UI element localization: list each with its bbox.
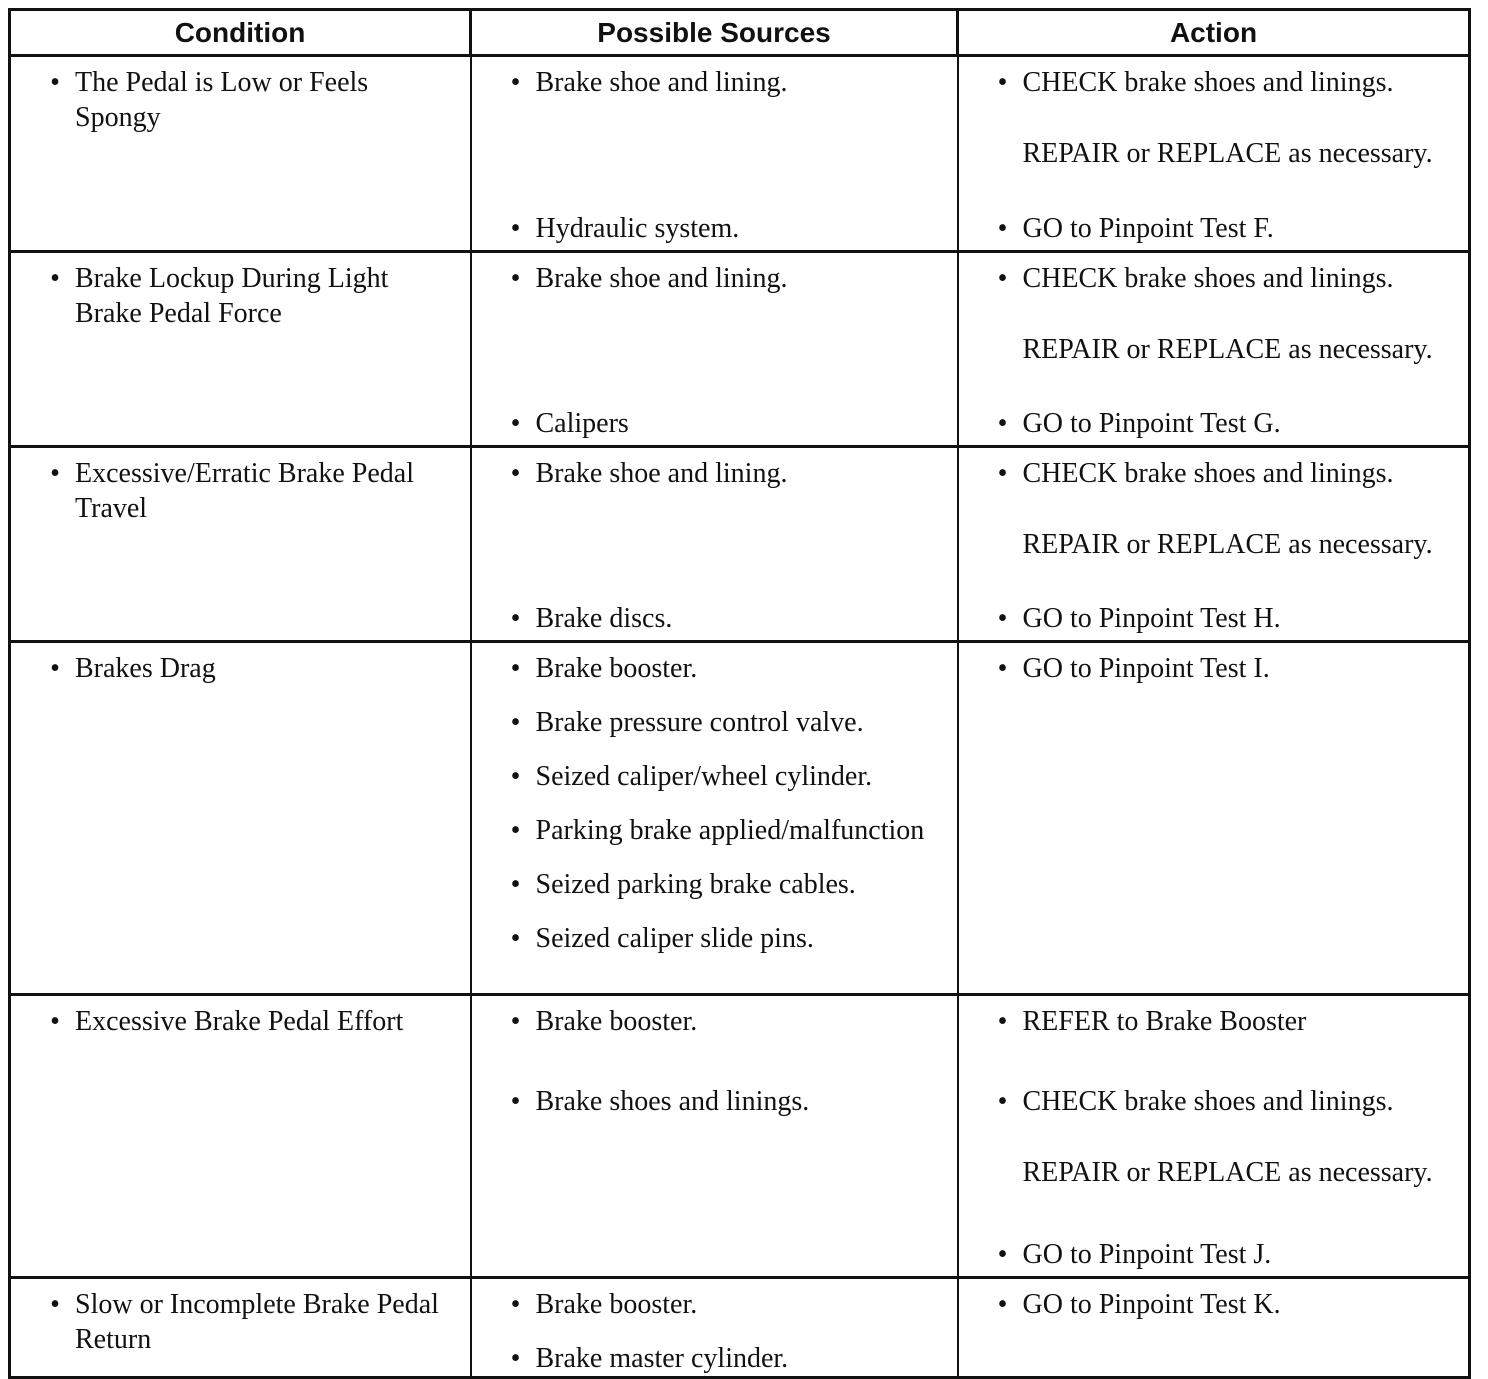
bullet-icon: • [997,458,1008,489]
bullet-icon: • [997,67,1008,98]
source-text: Brake shoes and linings. [535,1086,810,1117]
action-text: CHECK brake shoes and linings. [1022,263,1394,294]
bullet-icon: • [510,263,521,294]
bullet-icon: • [997,603,1008,634]
action-cell [958,56,1470,252]
bullet-icon: • [510,815,521,846]
action-text: GO to Pinpoint Test K. [1022,1289,1281,1320]
sources-cell [471,447,958,642]
sources-cell [471,252,958,447]
action-note: REPAIR or REPLACE as necessary. [1022,1157,1433,1188]
condition-cell [10,56,471,252]
source-text: Parking brake applied/malfunction [535,815,925,846]
table-row [10,642,1470,995]
bullet-icon: • [50,1006,60,1037]
bullet-icon: • [50,653,60,684]
bullet-icon: • [997,1086,1008,1117]
table-row [10,252,1470,447]
bullet-icon: • [510,213,521,244]
condition-cell [10,252,471,447]
action-text: CHECK brake shoes and linings. [1022,67,1394,98]
bullet-icon: • [510,408,521,439]
condition-text: The Pedal is Low or Feels Spongy [75,67,369,133]
sources-cell [471,1278,958,1378]
action-text: CHECK brake shoes and linings. [1022,1086,1394,1117]
bullet-icon: • [997,1239,1008,1270]
condition-cell [10,642,471,995]
condition-cell [10,995,471,1278]
bullet-icon: • [997,213,1008,244]
table-row [10,56,1470,252]
table-row [10,995,1470,1278]
action-cell [958,252,1470,447]
bullet-icon: • [997,653,1008,684]
sources-cell [471,995,958,1278]
condition-text: Brake Lockup During Light Brake Pedal Force [75,263,389,329]
action-cell [958,1278,1470,1378]
condition-cell [10,1278,471,1378]
table-row [10,447,1470,642]
source-text: Brake master cylinder. [535,1343,789,1374]
source-text: Brake shoe and lining. [535,67,788,98]
bullet-icon: • [510,653,521,684]
action-text: GO to Pinpoint Test H. [1022,603,1281,634]
source-text: Seized caliper slide pins. [535,923,814,954]
condition-cell [10,447,471,642]
bullet-icon: • [510,923,521,954]
bullet-icon: • [510,869,521,900]
bullet-icon: • [50,263,60,294]
bullet-icon: • [510,1343,521,1374]
header-row [10,10,1470,56]
action-text: GO to Pinpoint Test F. [1022,213,1274,244]
header-condition: Condition [10,10,471,56]
bullet-icon: • [50,67,60,98]
header-action: Action [958,10,1470,56]
sources-cell [471,56,958,252]
source-text: Calipers [535,408,629,439]
condition-text: Excessive/Erratic Brake Pedal Travel [75,458,414,524]
bullet-icon: • [510,458,521,489]
source-text: Brake pressure control valve. [535,707,864,738]
action-note: REPAIR or REPLACE as necessary. [1022,334,1433,365]
source-text: Seized caliper/wheel cylinder. [535,761,873,792]
source-text: Seized parking brake cables. [535,869,856,900]
action-text: GO to Pinpoint Test G. [1022,408,1281,439]
bullet-icon: • [997,408,1008,439]
source-text: Brake shoe and lining. [535,458,788,489]
action-cell [958,642,1470,995]
bullet-icon: • [510,761,521,792]
sources-cell [471,642,958,995]
condition-text: Slow or Incomplete Brake Pedal Return [75,1289,439,1355]
bullet-icon: • [510,707,521,738]
source-text: Brake booster. [535,1006,698,1037]
source-text: Brake booster. [535,653,698,684]
source-text: Hydraulic system. [535,213,740,244]
action-text: CHECK brake shoes and linings. [1022,458,1394,489]
bullet-icon: • [510,603,521,634]
action-text: REFER to Brake Booster [1022,1006,1307,1037]
action-note: REPAIR or REPLACE as necessary. [1022,138,1433,169]
bullet-icon: • [997,1289,1008,1320]
source-text: Brake booster. [535,1289,698,1320]
table-row [10,1278,1470,1378]
action-note: REPAIR or REPLACE as necessary. [1022,529,1433,560]
source-text: Brake discs. [535,603,673,634]
bullet-icon: • [50,1289,60,1320]
bullet-icon: • [50,458,60,489]
action-text: GO to Pinpoint Test I. [1022,653,1270,684]
bullet-icon: • [510,1086,521,1117]
condition-text: Brakes Drag [75,653,216,684]
action-cell [958,447,1470,642]
condition-text: Excessive Brake Pedal Effort [75,1006,404,1037]
bullet-icon: • [997,1006,1008,1037]
bullet-icon: • [510,67,521,98]
bullet-icon: • [510,1289,521,1320]
action-text: GO to Pinpoint Test J. [1022,1239,1272,1270]
header-possible-sources: Possible Sources [471,10,958,56]
bullet-icon: • [510,1006,521,1037]
source-text: Brake shoe and lining. [535,263,788,294]
diagnosis-table [8,8,1471,1379]
bullet-icon: • [997,263,1008,294]
action-cell [958,995,1470,1278]
